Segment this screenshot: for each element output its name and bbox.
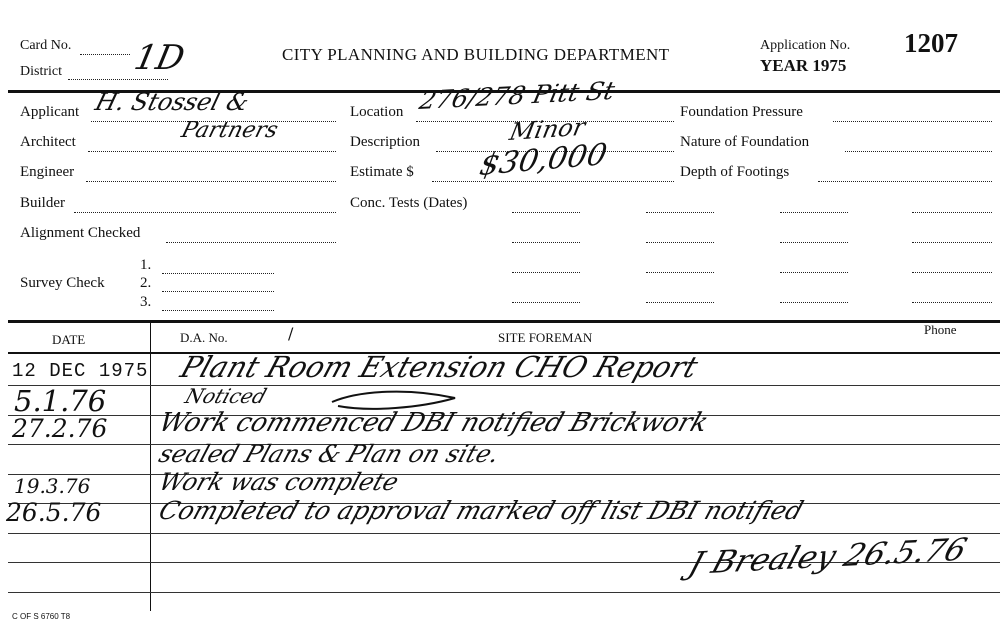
card-no-value: 1D [130,38,189,78]
conc-dots-2d [912,242,992,243]
log-date-stamp: 12 DEC 1975 [12,360,149,382]
card-no-label: Card No. [20,38,72,53]
estimate-dots [432,181,674,182]
survey-1-label: 1. [140,257,152,273]
year-label: YEAR 1975 [760,56,847,75]
survey-2-label: 2. [140,275,152,291]
conc-dots-2c [780,242,848,243]
col-date-header: DATE [52,332,86,347]
application-number: 1207 [904,28,958,58]
builder-dots [74,212,336,213]
conc-dots-1c [780,212,848,213]
col-da-no-header: D.A. No. [180,330,228,345]
log-rule [8,592,1000,593]
survey-3-label: 3. [140,294,152,310]
department-title: CITY PLANNING AND BUILDING DEPARTMENT [282,45,670,64]
depth-dots [818,181,992,182]
foundation-pressure-label: Foundation Pressure [680,104,803,120]
description-label: Description [350,134,420,150]
date-column-divider [150,321,151,611]
log-entry-text: Completed to approval marked off list DBI notified [155,496,808,525]
applicant-value-line1: H. Stossel & [92,88,252,116]
log-entry-text: Noticed [182,384,270,408]
conc-dots-3d [912,272,992,273]
log-entry-text: Plant Room Extension CHO Report [176,350,703,384]
survey-3-dots [162,310,274,311]
conc-dots-1d [912,212,992,213]
district-dots [68,79,168,80]
district-label: District [20,64,62,79]
survey-check-label: Survey Check [20,275,105,291]
conc-dots-2b [646,242,714,243]
conc-tests-label: Conc. Tests (Dates) [350,195,468,211]
conc-dots-1b [646,212,714,213]
application-no-label: Application No. [760,38,851,53]
da-no-value: / [288,324,294,343]
applicant-value-line2: Partners [178,118,281,143]
log-entry-text: Work commenced DBI notified Brickwork [155,408,712,438]
conc-dots-4a [512,302,580,303]
log-entry-date: 26.5.76 [6,498,102,527]
foundation-pressure-dots [833,121,992,122]
card-no-dots [80,54,130,55]
conc-dots-2a [512,242,580,243]
alignment-dots [166,242,336,243]
log-entry-date: 5.1.76 [14,384,107,418]
depth-of-footings-label: Depth of Footings [680,164,790,180]
conc-dots-1a [512,212,580,213]
architect-label: Architect [20,134,76,150]
location-label: Location [350,104,404,120]
log-entry-date: 19.3.76 [14,474,91,498]
conc-dots-3c [780,272,848,273]
conc-dots-4c [780,302,848,303]
architect-dots [88,151,336,152]
survey-2-dots [162,291,274,292]
engineer-label: Engineer [20,164,75,180]
builder-label: Builder [20,195,65,211]
col-phone-header: Phone [924,322,957,337]
nature-of-foundation-label: Nature of Foundation [680,134,810,150]
survey-1-dots [162,273,274,274]
log-entry-text: sealed Plans & Plan on site. [155,440,504,468]
log-entry-text: Work was complete [155,468,403,496]
log-rule [8,474,1000,475]
estimate-value: $30,000 [476,137,610,183]
conc-dots-4d [912,302,992,303]
alignment-checked-label: Alignment Checked [20,225,141,241]
form-code: C OF S 6760 T8 [12,612,71,621]
log-rule [8,385,1000,386]
col-site-foreman-header: SITE FOREMAN [498,330,593,345]
engineer-dots [86,181,336,182]
conc-dots-3a [512,272,580,273]
location-value: 276/278 Pitt St [416,75,618,115]
log-entry-date: 27.2.76 [12,414,108,443]
log-rule [8,444,1000,445]
log-top-divider [8,320,1000,323]
conc-dots-3b [646,272,714,273]
description-value: Minor [507,112,588,146]
estimate-label: Estimate $ [350,164,414,180]
nature-dots [845,151,992,152]
applicant-label: Applicant [20,104,80,120]
inspector-signature: J Brealey 26.5.76 [684,531,972,582]
log-rule [8,533,1000,534]
conc-dots-4b [646,302,714,303]
